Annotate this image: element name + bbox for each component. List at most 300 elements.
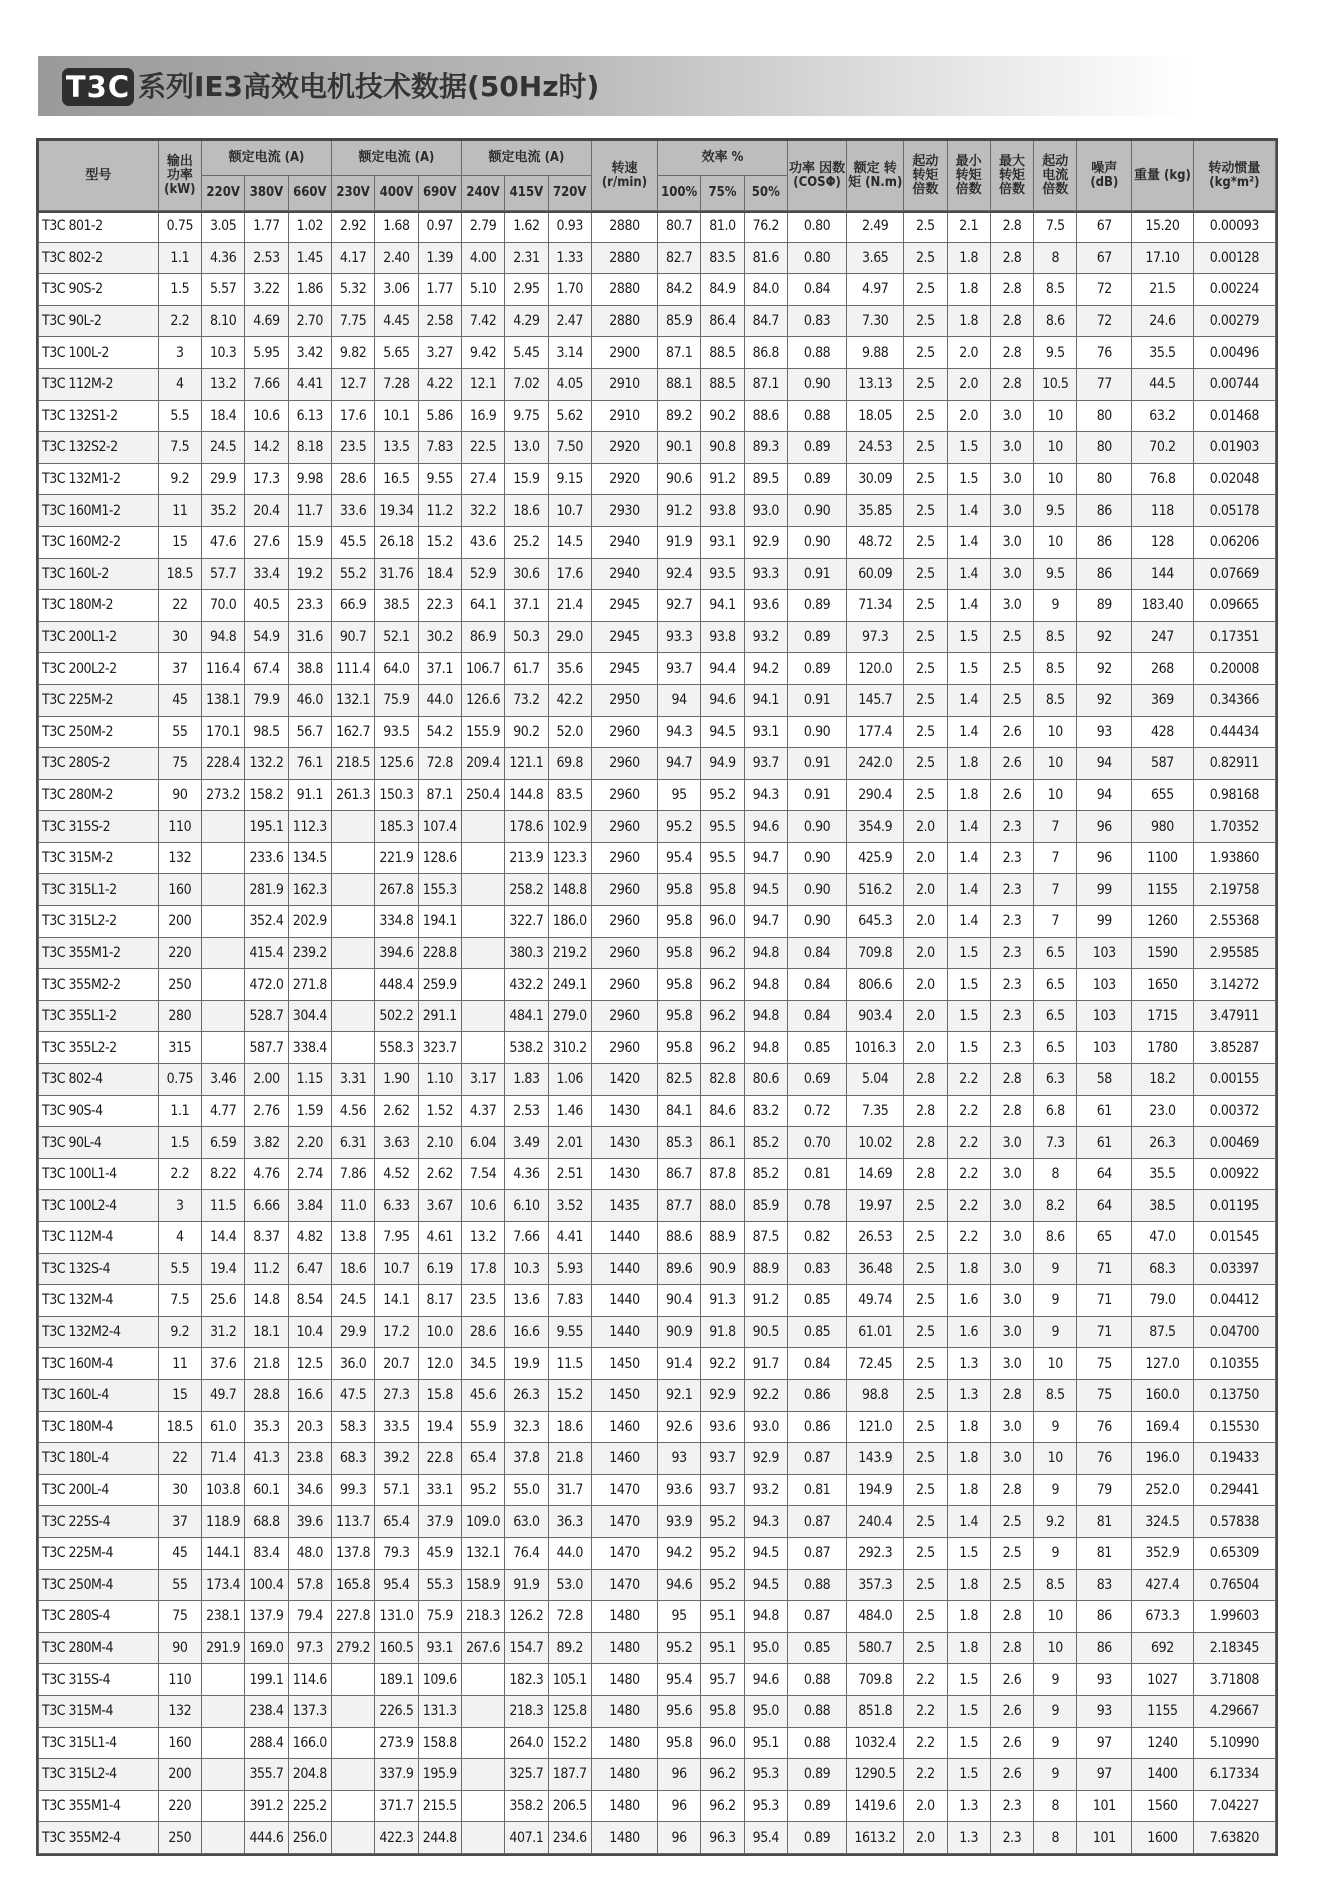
- table-cell: 121.1: [505, 748, 548, 780]
- table-cell: 89.2: [548, 1632, 591, 1664]
- table-cell: 17.8: [461, 1253, 504, 1285]
- table-cell: 1450: [591, 1348, 657, 1380]
- table-cell: 0.89: [787, 590, 846, 622]
- table-cell: 127.0: [1132, 1348, 1194, 1380]
- table-cell: 85.2: [744, 1158, 787, 1190]
- table-cell: [461, 842, 504, 874]
- table-cell: 0.84: [787, 274, 846, 306]
- table-cell: 93: [1077, 1695, 1132, 1727]
- table-cell: 95.2: [658, 811, 701, 843]
- table-cell: 11: [158, 495, 201, 527]
- table-cell: 92.6: [658, 1411, 701, 1443]
- table-cell: 2.3: [990, 937, 1033, 969]
- table-row: [39, 1822, 1276, 1854]
- table-cell: 89.2: [658, 400, 701, 432]
- table-cell: 75: [1077, 1348, 1132, 1380]
- table-cell: 88.1: [658, 368, 701, 400]
- table-cell: 79.0: [1132, 1285, 1194, 1317]
- table-cell: 47.6: [202, 526, 245, 558]
- table-cell: 81: [1077, 1506, 1132, 1538]
- table-cell: 132.1: [461, 1537, 504, 1569]
- table-cell: 16.5: [375, 463, 418, 495]
- table-cell: 2900: [591, 337, 657, 369]
- table-cell: 80.7: [658, 211, 701, 243]
- table-cell: 45.5: [331, 526, 374, 558]
- table-cell: 1.59: [288, 1095, 331, 1127]
- table-cell: 39.6: [288, 1506, 331, 1538]
- table-cell: 9: [1034, 1664, 1077, 1696]
- table-cell: 45.6: [461, 1379, 504, 1411]
- table-cell: 126.2: [505, 1601, 548, 1633]
- table-cell: 160: [158, 874, 201, 906]
- table-cell: 6.13: [288, 400, 331, 432]
- table-cell: [331, 1790, 374, 1822]
- table-cell: 26.53: [847, 1222, 904, 1254]
- table-cell: 55.9: [461, 1411, 504, 1443]
- table-cell: 2.5: [904, 1569, 947, 1601]
- table-cell: 2.8: [990, 1095, 1033, 1127]
- table-cell: 35.2: [202, 495, 245, 527]
- table-cell: 3.0: [990, 1411, 1033, 1443]
- table-cell: 137.8: [331, 1537, 374, 1569]
- table-cell: 0.86: [787, 1379, 846, 1411]
- table-cell: 432.2: [505, 969, 548, 1001]
- table-cell: 86: [1077, 495, 1132, 527]
- table-cell: 189.1: [375, 1664, 418, 1696]
- model-cell: T3C 225M-4: [39, 1537, 159, 1569]
- table-cell: 428: [1132, 716, 1194, 748]
- table-cell: 95.2: [701, 779, 744, 811]
- table-cell: 90.6: [658, 463, 701, 495]
- table-cell: 240.4: [847, 1506, 904, 1538]
- table-cell: 82.8: [701, 1064, 744, 1096]
- table-cell: 105.1: [548, 1664, 591, 1696]
- table-cell: 9: [1034, 1285, 1077, 1317]
- table-cell: 3.42: [288, 337, 331, 369]
- table-cell: 99.3: [331, 1474, 374, 1506]
- table-cell: 2.95585: [1193, 937, 1275, 969]
- model-cell: T3C 802-4: [39, 1064, 159, 1096]
- table-cell: 10: [1034, 748, 1077, 780]
- table-cell: 83.5: [548, 779, 591, 811]
- table-cell: 15.2: [418, 526, 461, 558]
- table-cell: 1480: [591, 1664, 657, 1696]
- table-cell: 6.04: [461, 1127, 504, 1159]
- table-cell: 94.1: [744, 684, 787, 716]
- table-cell: 92: [1077, 684, 1132, 716]
- model-cell: T3C 801-2: [39, 211, 159, 243]
- table-cell: 89: [1077, 590, 1132, 622]
- table-cell: 84.0: [744, 274, 787, 306]
- table-cell: 76.1: [288, 748, 331, 780]
- table-cell: 95.8: [658, 969, 701, 1001]
- table-cell: 10: [1034, 432, 1077, 464]
- table-cell: 4.17: [331, 242, 374, 274]
- table-cell: 72.8: [418, 748, 461, 780]
- table-cell: 86: [1077, 558, 1132, 590]
- table-cell: 90: [158, 1632, 201, 1664]
- table-cell: 2.40: [375, 242, 418, 274]
- table-row: [39, 874, 1276, 906]
- table-cell: 2.0: [904, 874, 947, 906]
- table-cell: 65.4: [461, 1443, 504, 1475]
- table-cell: 1.8: [947, 1569, 990, 1601]
- table-cell: 1.70352: [1193, 811, 1275, 843]
- table-cell: 96: [1077, 842, 1132, 874]
- table-cell: 6.31: [331, 1127, 374, 1159]
- table-cell: 93.0: [744, 495, 787, 527]
- table-cell: 8.6: [1034, 305, 1077, 337]
- table-cell: 64: [1077, 1190, 1132, 1222]
- table-row: [39, 242, 1276, 274]
- table-cell: 19.4: [418, 1411, 461, 1443]
- model-cell: T3C 100L1-4: [39, 1158, 159, 1190]
- table-cell: 1430: [591, 1127, 657, 1159]
- table-cell: 103: [1077, 1032, 1132, 1064]
- table-cell: 40.5: [245, 590, 288, 622]
- table-cell: 173.4: [202, 1569, 245, 1601]
- table-cell: 31.7: [548, 1474, 591, 1506]
- table-cell: 94.8: [744, 1601, 787, 1633]
- table-cell: 94.3: [744, 779, 787, 811]
- header-row-1: [39, 141, 1276, 176]
- table-cell: 22.5: [461, 432, 504, 464]
- table-cell: 2.8: [990, 211, 1033, 243]
- table-cell: 1.5: [947, 1695, 990, 1727]
- table-cell: 0.90: [787, 716, 846, 748]
- table-cell: 9.55: [418, 463, 461, 495]
- table-cell: 9.2: [158, 463, 201, 495]
- table-cell: 182.3: [505, 1664, 548, 1696]
- table-cell: 72.8: [548, 1601, 591, 1633]
- table-cell: 2.0: [947, 368, 990, 400]
- table-cell: 8.5: [1034, 653, 1077, 685]
- table-cell: 97: [1077, 1727, 1132, 1759]
- table-cell: 1.5: [947, 432, 990, 464]
- table-cell: 0.04700: [1193, 1316, 1275, 1348]
- table-cell: 2.5: [904, 748, 947, 780]
- table-cell: 100.4: [245, 1569, 288, 1601]
- table-cell: 65.4: [375, 1506, 418, 1538]
- table-cell: 2.31: [505, 242, 548, 274]
- table-cell: 1.45: [288, 242, 331, 274]
- table-cell: 11.2: [418, 495, 461, 527]
- table-cell: 70.0: [202, 590, 245, 622]
- table-cell: 0.91: [787, 558, 846, 590]
- table-cell: 9.42: [461, 337, 504, 369]
- model-cell: T3C 160M-4: [39, 1348, 159, 1380]
- table-cell: 323.7: [418, 1032, 461, 1064]
- header-model: 型号: [39, 141, 159, 211]
- table-cell: 98.5: [245, 716, 288, 748]
- table-cell: [461, 1759, 504, 1791]
- table-cell: 5.93: [548, 1253, 591, 1285]
- table-cell: 13.2: [202, 368, 245, 400]
- table-cell: 52.1: [375, 621, 418, 653]
- table-cell: 13.2: [461, 1222, 504, 1254]
- table-cell: 280: [158, 1000, 201, 1032]
- table-row: [39, 1601, 1276, 1633]
- table-cell: 267.8: [375, 874, 418, 906]
- header-690v: 690V: [418, 176, 461, 211]
- table-cell: 38.5: [1132, 1190, 1194, 1222]
- table-cell: 17.2: [375, 1316, 418, 1348]
- table-cell: 249.1: [548, 969, 591, 1001]
- table-cell: 6.5: [1034, 1000, 1077, 1032]
- table-cell: 4.36: [505, 1158, 548, 1190]
- table-cell: 3.0: [990, 1158, 1033, 1190]
- table-cell: 0.82: [787, 1222, 846, 1254]
- table-cell: 3.14: [548, 337, 591, 369]
- table-cell: 2.3: [990, 1822, 1033, 1854]
- table-cell: 200: [158, 1759, 201, 1791]
- table-cell: 1.4: [947, 716, 990, 748]
- table-cell: 94.4: [701, 653, 744, 685]
- table-cell: 121.0: [847, 1411, 904, 1443]
- table-cell: 268: [1132, 653, 1194, 685]
- table-cell: 1.3: [947, 1790, 990, 1822]
- table-cell: 76.2: [744, 211, 787, 243]
- table-row: [39, 1127, 1276, 1159]
- table-row: [39, 1379, 1276, 1411]
- table-cell: 1.4: [947, 495, 990, 527]
- table-cell: 195.1: [245, 811, 288, 843]
- table-cell: 10: [1034, 1348, 1077, 1380]
- table-cell: 95.1: [701, 1632, 744, 1664]
- table-cell: 6.47: [288, 1253, 331, 1285]
- table-cell: 1.3: [947, 1348, 990, 1380]
- model-cell: T3C 280M-4: [39, 1632, 159, 1664]
- model-cell: T3C 225M-2: [39, 684, 159, 716]
- table-cell: 4.56: [331, 1095, 374, 1127]
- table-row: [39, 1032, 1276, 1064]
- header-efficiency: 效率 %: [658, 141, 788, 176]
- table-cell: 27.3: [375, 1379, 418, 1411]
- table-cell: 806.6: [847, 969, 904, 1001]
- table-cell: 1155: [1132, 874, 1194, 906]
- table-cell: 87.8: [701, 1158, 744, 1190]
- table-cell: 11: [158, 1348, 201, 1380]
- table-cell: 87.1: [744, 368, 787, 400]
- table-cell: 2930: [591, 495, 657, 527]
- table-cell: 15: [158, 526, 201, 558]
- table-cell: 96.0: [701, 906, 744, 938]
- table-cell: 76.8: [1132, 463, 1194, 495]
- table-cell: 6.5: [1034, 969, 1077, 1001]
- table-cell: [202, 1790, 245, 1822]
- table-cell: 9.5: [1034, 558, 1077, 590]
- table-cell: 101: [1077, 1822, 1132, 1854]
- table-row: [39, 463, 1276, 495]
- table-cell: 97.3: [288, 1632, 331, 1664]
- table-cell: 160.0: [1132, 1379, 1194, 1411]
- table-cell: 55: [158, 1569, 201, 1601]
- table-cell: 1480: [591, 1601, 657, 1633]
- table-cell: 2.70: [288, 305, 331, 337]
- table-cell: 2.3: [990, 842, 1033, 874]
- table-cell: 0.85: [787, 1316, 846, 1348]
- table-cell: 7: [1034, 811, 1077, 843]
- table-cell: 371.7: [375, 1790, 418, 1822]
- table-cell: 128: [1132, 526, 1194, 558]
- table-cell: 18.5: [158, 558, 201, 590]
- table-cell: 0.80: [787, 242, 846, 274]
- table-cell: 75: [158, 1601, 201, 1633]
- model-cell: T3C 160M2-2: [39, 526, 159, 558]
- table-cell: 2.0: [904, 937, 947, 969]
- table-cell: 29.0: [548, 621, 591, 653]
- model-cell: T3C 132S-4: [39, 1253, 159, 1285]
- table-cell: 2.76: [245, 1095, 288, 1127]
- table-cell: 4.29667: [1193, 1695, 1275, 1727]
- table-cell: 93: [658, 1443, 701, 1475]
- table-cell: 79: [1077, 1474, 1132, 1506]
- table-cell: 99: [1077, 906, 1132, 938]
- table-cell: 11.0: [331, 1190, 374, 1222]
- table-cell: 90.2: [505, 716, 548, 748]
- table-cell: [202, 1032, 245, 1064]
- table-cell: 1.8: [947, 1411, 990, 1443]
- table-cell: 64.1: [461, 590, 504, 622]
- table-cell: 71.34: [847, 590, 904, 622]
- table-cell: 95.2: [701, 1506, 744, 1538]
- table-cell: 2960: [591, 906, 657, 938]
- table-cell: 2.5: [904, 432, 947, 464]
- table-cell: 37.6: [202, 1348, 245, 1380]
- table-cell: 162.3: [288, 874, 331, 906]
- table-cell: 7.86: [331, 1158, 374, 1190]
- table-cell: 5.32: [331, 274, 374, 306]
- table-cell: 37: [158, 653, 201, 685]
- table-cell: 21.5: [1132, 274, 1194, 306]
- table-cell: 90.7: [331, 621, 374, 653]
- table-cell: 4.29: [505, 305, 548, 337]
- table-cell: 2.92: [331, 211, 374, 243]
- table-cell: 94.8: [202, 621, 245, 653]
- table-cell: 144.1: [202, 1537, 245, 1569]
- table-cell: [461, 811, 504, 843]
- table-cell: [202, 906, 245, 938]
- table-cell: 91.2: [744, 1285, 787, 1317]
- table-cell: 1100: [1132, 842, 1194, 874]
- table-cell: 2.0: [904, 969, 947, 1001]
- table-cell: 95: [658, 779, 701, 811]
- table-cell: [461, 1695, 504, 1727]
- table-cell: 472.0: [245, 969, 288, 1001]
- table-cell: 63.2: [1132, 400, 1194, 432]
- table-cell: 77: [1077, 368, 1132, 400]
- table-cell: 96.2: [701, 1759, 744, 1791]
- table-cell: 2960: [591, 937, 657, 969]
- table-cell: 61: [1077, 1095, 1132, 1127]
- table-cell: 155.9: [461, 716, 504, 748]
- table-cell: 7.66: [505, 1222, 548, 1254]
- table-cell: 6.66: [245, 1190, 288, 1222]
- table-cell: 2.2: [947, 1158, 990, 1190]
- table-cell: [331, 937, 374, 969]
- table-cell: 200: [158, 906, 201, 938]
- table-cell: 126.6: [461, 684, 504, 716]
- table-cell: 76: [1077, 1443, 1132, 1475]
- model-cell: T3C 90L-2: [39, 305, 159, 337]
- table-cell: 1.33: [548, 242, 591, 274]
- table-row: [39, 684, 1276, 716]
- table-cell: 15: [158, 1379, 201, 1411]
- table-cell: 11.5: [548, 1348, 591, 1380]
- table-cell: 1470: [591, 1569, 657, 1601]
- table-row: [39, 1664, 1276, 1696]
- table-cell: 587: [1132, 748, 1194, 780]
- table-cell: 9.5: [1034, 495, 1077, 527]
- table-cell: 90.9: [658, 1316, 701, 1348]
- table-cell: 8.5: [1034, 621, 1077, 653]
- table-cell: 4.77: [202, 1095, 245, 1127]
- table-cell: 250.4: [461, 779, 504, 811]
- table-row: [39, 1790, 1276, 1822]
- table-cell: [202, 969, 245, 1001]
- table-cell: 0.89: [787, 1790, 846, 1822]
- table-cell: 86.7: [658, 1158, 701, 1190]
- table-cell: 1613.2: [847, 1822, 904, 1854]
- table-cell: 44.5: [1132, 368, 1194, 400]
- table-cell: 86.9: [461, 621, 504, 653]
- table-cell: 0.91: [787, 748, 846, 780]
- table-cell: 169.0: [245, 1632, 288, 1664]
- table-cell: 1.5: [947, 1000, 990, 1032]
- table-cell: 7: [1034, 842, 1077, 874]
- table-cell: 2.6: [990, 748, 1033, 780]
- table-cell: 86: [1077, 1601, 1132, 1633]
- table-cell: 15.2: [548, 1379, 591, 1411]
- model-cell: T3C 315M-4: [39, 1695, 159, 1727]
- table-cell: 2.5: [904, 1253, 947, 1285]
- table-cell: 2920: [591, 432, 657, 464]
- table-cell: 2.58: [418, 305, 461, 337]
- table-cell: 5.57: [202, 274, 245, 306]
- table-row: [39, 558, 1276, 590]
- model-cell: T3C 315S-2: [39, 811, 159, 843]
- table-cell: 227.8: [331, 1601, 374, 1633]
- table-cell: 95.1: [744, 1727, 787, 1759]
- table-cell: 234.6: [548, 1822, 591, 1854]
- table-cell: 132.1: [331, 684, 374, 716]
- table-cell: 93.2: [744, 1474, 787, 1506]
- table-cell: 96.2: [701, 937, 744, 969]
- table-cell: 2.5: [904, 1316, 947, 1348]
- table-cell: 32.3: [505, 1411, 548, 1443]
- table-cell: 94.9: [701, 748, 744, 780]
- table-cell: 9: [1034, 1537, 1077, 1569]
- table-cell: 10.7: [548, 495, 591, 527]
- table-cell: 94.8: [744, 969, 787, 1001]
- table-cell: 2.3: [990, 1790, 1033, 1822]
- table-cell: 96.2: [701, 1032, 744, 1064]
- table-cell: 10.0: [418, 1316, 461, 1348]
- table-cell: 9.2: [1034, 1506, 1077, 1538]
- table-cell: 58: [1077, 1064, 1132, 1096]
- table-cell: 35.3: [245, 1411, 288, 1443]
- table-cell: 2.5: [904, 1285, 947, 1317]
- model-cell: T3C 112M-4: [39, 1222, 159, 1254]
- table-cell: 0.83: [787, 305, 846, 337]
- table-cell: 20.7: [375, 1348, 418, 1380]
- table-cell: [331, 1000, 374, 1032]
- table-cell: 247: [1132, 621, 1194, 653]
- table-cell: 244.8: [418, 1822, 461, 1854]
- table-cell: 1.4: [947, 684, 990, 716]
- table-cell: 93.9: [658, 1506, 701, 1538]
- table-cell: 2.8: [990, 368, 1033, 400]
